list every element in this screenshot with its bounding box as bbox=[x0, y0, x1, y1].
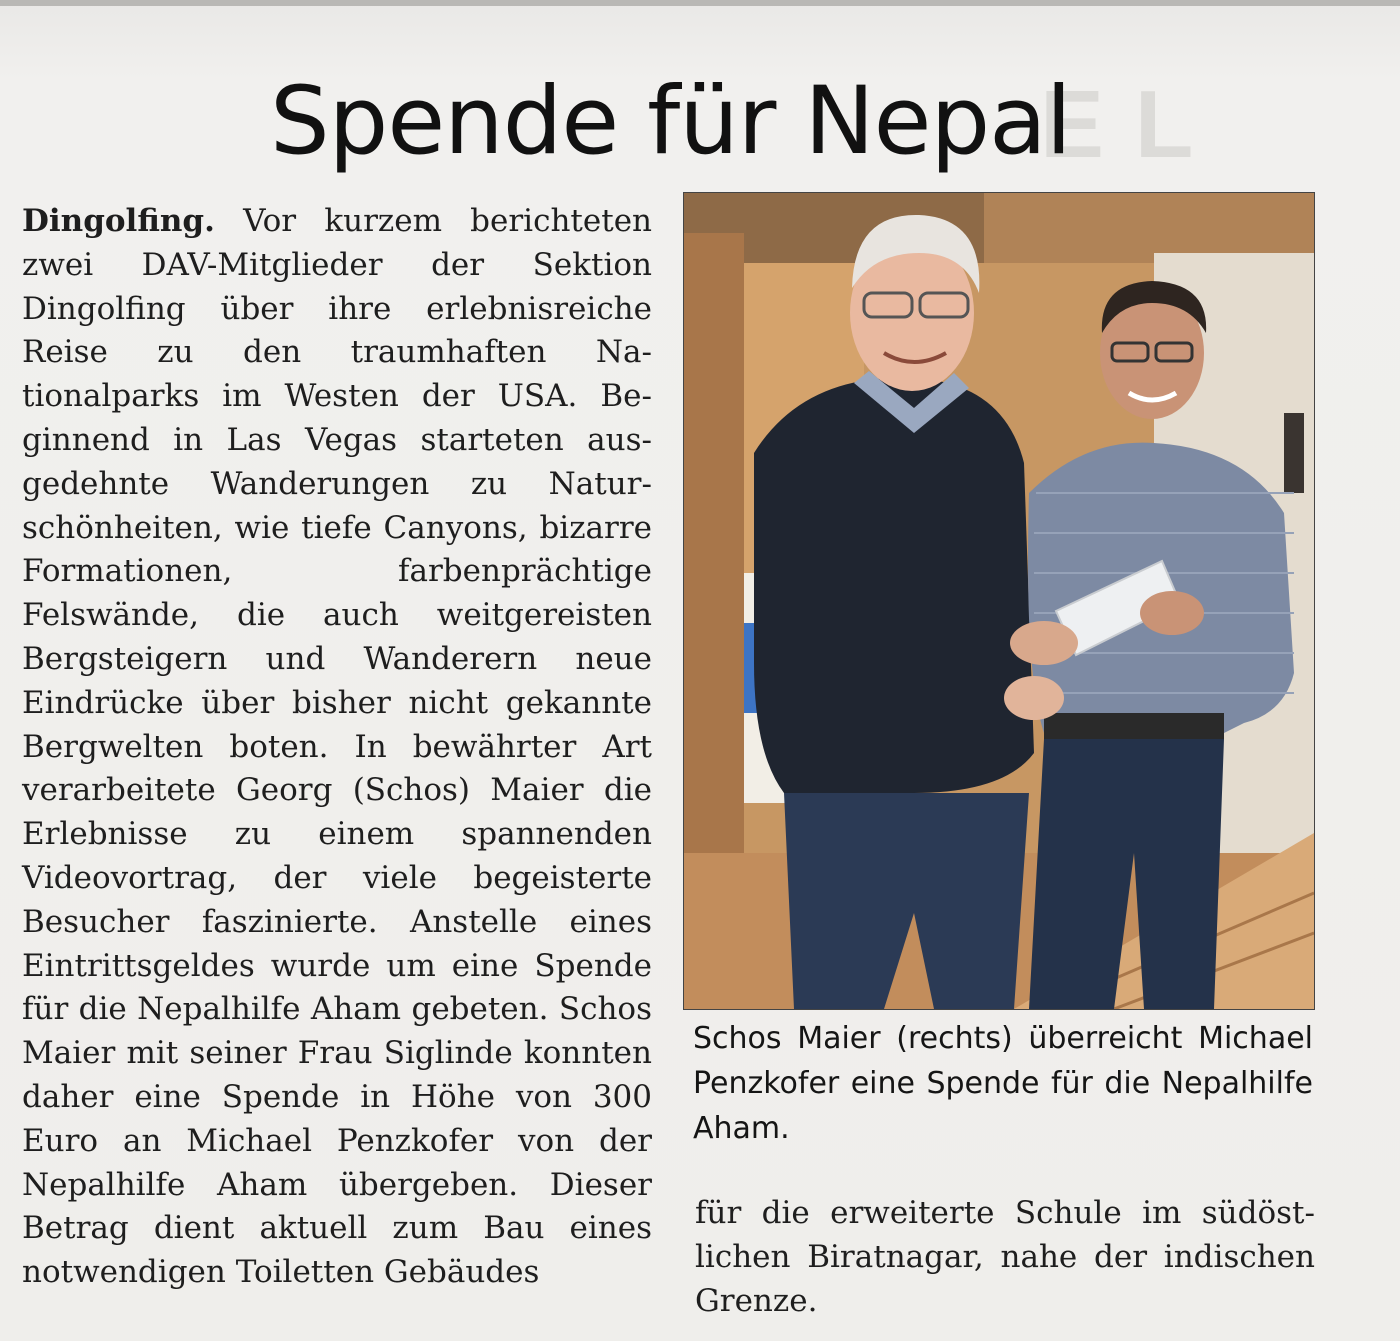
photo-illustration bbox=[684, 193, 1314, 1009]
article-photo bbox=[683, 192, 1315, 1010]
article-continuation: für die erweiterte Schule im südöstlichen Biratnagar, nahe der indischen Grenze. bbox=[695, 1195, 1315, 1319]
dateline: Dingolfing. bbox=[22, 203, 215, 239]
photo-caption: Schos Maier (rechts) überreicht Michael Penzkofer eine Spende für die Nepalhilfe Aham. bbox=[693, 1021, 1313, 1146]
article-body bbox=[22, 200, 652, 1295]
body-text: Vor kurzem berichteten zwei DAV-Mitglieder der Sektion Dingolfing über ihre erlebnisreiche Reise zu den traumhaften Nationalparks im Westen der USA. Beginnend in Las Vegas starteten ausgedehnte Wanderungen zu Naturschönheiten, wie tiefe Canyons, bizarre Formationen, farbenprächtige Felswände, die auch weitgereisten Bergsteigern und Wanderern neue Eindrücke über bisher nicht gekannte Bergwelten boten. In bewährter Art verarbeitete Georg (Schos) Maier die Erlebnisse zu einem spannenden Videovortrag, der viele begeisterte Besucher faszinierte. Anstelle eines Eintrittsgeldes wurde um eine Spende für die Nepalhilfe Aham gebeten. Schos Maier mit seiner Frau Siglinde konnten daher eine Spende in Höhe von 300 Euro an Michael Penzkofer von der Nepalhilfe Aham übergeben. Dieser Betrag dient aktuell zum Bau eines notwendigen Toiletten Gebäudes bbox=[22, 203, 652, 1291]
headline: Spende für Nepal bbox=[270, 67, 1071, 176]
scan-edge bbox=[0, 0, 1400, 6]
bleed-through-text: E L bbox=[1040, 71, 1196, 178]
